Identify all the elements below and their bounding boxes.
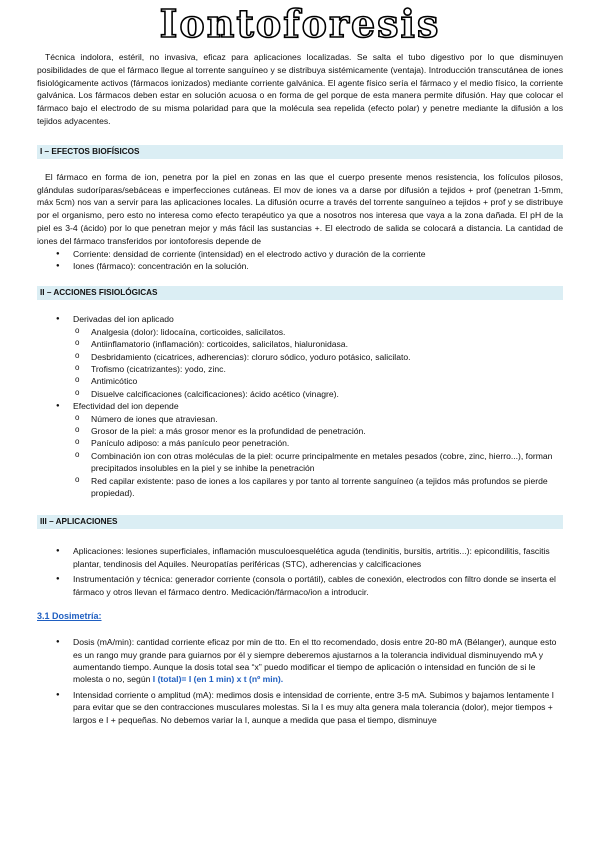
section3-bullet-list [37,545,563,598]
list-item: ● Corriente: densidad de corriente (intensidad) en el electrodo activo y duración de la corriente [37,248,563,260]
intro-paragraph: Técnica indolora, estéril, no invasiva, eficaz para aplicaciones localizadas. Se salta el tubo digestivo por lo que disminuyen posibilidades de que el fármaco llegue al torrente sanguíneo y se distribuya sistémicamente (ventaja). Introducción transcutánea de iones fisiológicamente activos (fármacos ionizados) mediante corriente galvánica. El agente físico sería el fármaco y el medio físico, la corriente galvánica. Los fármacos deben estar en solución acuosa o en forma de gel porque de esta manera permite difusión. Hay que colocar el fármaco bajo el electrodo de su misma polaridad para que la molécula sea repelida (efecto polar) y penetre mediante la difusión a los tejidos adyacentes. [37,52,563,126]
section1-bullet-list [37,248,563,273]
list-subitem: o Red capilar existente: paso de iones a los capilares y por tanto al torrente sanguíneo (a tejidos más profundos se pierde propiedad). [37,475,563,500]
list-item: ● Instrumentación y técnica: generador corriente (consola o portátil), cables de conexión, electrodos con filtro donde se inserta el fármaco y otros llevan el fármaco dentro. Medicación/fármaco/ion a introducir. [37,573,563,598]
list-subitem: o Disuelve calcificaciones (calcificaciones): ácido acético (vinagre). [37,388,563,400]
dosis-text: Dosis (mA/min): cantidad corriente eficaz por min de tto. En el tto recomendado, dosis entre 20-80 mA (Bélanger), aunque esto es un rango muy grande para guiarnos por él y siempre deberemos ajustarnos a la tolerancia individual disminuyendo mA y aumentando tiempo. Aunque la dosis total sea “x” puedo modificar el tiempo de aplicación o intensidad en función de si le molesta o no, según [73,637,557,685]
list-item [37,636,563,686]
document-body [37,51,563,726]
list-subitem: o Analgesia (dolor): lidocaína, corticoides, salicilatos. [37,326,563,338]
list-item: ● Aplicaciones: lesiones superficiales, inflamación musculoesquelética aguda (tendinitis, bursitis, artritis...): epicondilitis, fascitis plantar, tendinosis del Aquiles. Neuropatías periféricas (STC), adherencias y calcificaciones [37,545,563,570]
section1-paragraph: El fármaco en forma de ion, penetra por la piel en zonas en las que el cuerpo presente menos resistencia, los folículos pilosos, glándulas sudoríparas/sebáceas e imperfecciones cutáneas. El mov de iones va a darse por difusión a tejidos + prof (penetran 1-5mm, máx 5cm) nos van a servir para las aplicaciones locales. La difusión ocurre a través del torrente sanguíneo a tejidos + prof y se distribuye por el organismo, pero esto no interesa como efecto terapéutico ya que a nosotros nos interesa que vaya a la zona dañada. El pH de la piel es 3-4 (ácido) por lo que penetran mejor y más fácil las sustancias +. El electrodo de salida se colocará a distancia. La cantidad de iones del fármaco transferidos por iontoforesis depende de [37,171,563,246]
list-subitem: o Combinación ion con otras moléculas de la piel: ocurre principalmente en metales pesados (cobre, zinc, hierro...), forman precipitados insolubles en la piel y se inhibe la penetración [37,450,563,475]
document-title: Iontoforesis [159,1,441,46]
list-subitem: o Grosor de la piel: a más grosor menor es la profundidad de penetración. [37,425,563,437]
list-subitem: o Número de iones que atraviesan. [37,413,563,425]
subsection-heading-dosimetria: 3.1 Dosimetría: [37,611,102,622]
section2-list [37,313,563,499]
dosimetry-list [37,636,563,726]
dosis-formula: I (total)= I (en 1 min) x t (nº min). [152,674,284,685]
list-item: ● Iones (fármaco): concentración en la solución. [37,260,563,272]
list-subitem: o Antimicótico [37,375,563,387]
list-item: ● Derivadas del ion aplicado [37,313,563,325]
list-subitem: o Trofismo (cicatrizantes): yodo, zinc. [37,363,563,375]
section-heading-aplicaciones: III – APLICACIONES [37,515,563,529]
list-item: ● Intensidad corriente o amplitud (mA): medimos dosis e intensidad de corriente, entre 3-5 mA. Subimos y bajamos lentamente I para evitar que se den contracciones musculares molestas. Si la I es muy alta genera mala tolerancia (dolor), mejor tiempos + largos e I + pequeñas. No debemos variar la I, aunque a medida que pasa el tiempo, disminuye [37,689,563,726]
list-subitem: o Desbridamiento (cicatrices, adherencias): cloruro sódico, yoduro potásico, salicilato. [37,351,563,363]
list-subitem: o Antiinflamatorio (inflamación): corticoides, salicilatos, hialuronidasa. [37,338,563,350]
list-item: ● Efectividad del ion depende [37,400,563,412]
list-subitem: o Panículo adiposo: a más panículo peor penetración. [37,437,563,449]
section-heading-acciones-fisiologicas: II – ACCIONES FISIOLÓGICAS [37,286,563,300]
section-heading-efectos-biofisicos: I – EFECTOS BIOFÍSICOS [37,145,563,159]
